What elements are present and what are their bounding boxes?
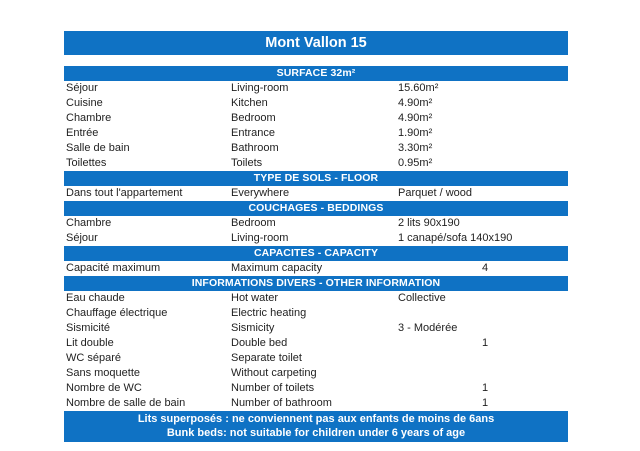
cell-label-fr: Entrée xyxy=(66,127,99,139)
cell-label-fr: Sans moquette xyxy=(66,367,140,379)
cell-label-fr: Cuisine xyxy=(66,97,103,109)
cell-number xyxy=(480,126,568,141)
cell-label-en: Bathroom xyxy=(231,142,279,154)
cell-value: 15.60m² xyxy=(398,82,439,94)
section-header-floor: TYPE DE SOLS - FLOOR xyxy=(64,171,568,186)
cell-label-fr: Eau chaude xyxy=(66,292,125,304)
cell-value: 1 canapé/sofa 140x190 xyxy=(398,232,513,244)
cell-label-en: Electric heating xyxy=(231,307,307,319)
cell-number xyxy=(480,291,568,306)
section-header-surface: SURFACE 32m² xyxy=(64,66,568,81)
cell-number: 1 xyxy=(482,337,489,349)
cell-number xyxy=(480,141,568,156)
cell-label-fr: Salle de bain xyxy=(66,142,130,154)
cell-number xyxy=(480,321,568,336)
cell-value: 1.90m² xyxy=(398,127,433,139)
cell-value: 3 - Modérée xyxy=(398,322,458,334)
cell-number: 1 xyxy=(482,397,489,409)
cell-label-fr: Dans tout l'appartement xyxy=(66,187,183,199)
cell-number xyxy=(480,81,568,96)
cell-label-fr: Capacité maximum xyxy=(66,262,161,274)
cell-number xyxy=(480,156,568,171)
table-row xyxy=(64,336,568,351)
cell-number xyxy=(480,306,568,321)
cell-label-en: Separate toilet xyxy=(231,352,302,364)
table-row xyxy=(64,321,568,336)
cell-value xyxy=(398,381,480,396)
cell-value: Collective xyxy=(398,292,446,304)
cell-label-en: Maximum capacity xyxy=(231,262,323,274)
table-row xyxy=(64,261,568,276)
cell-label-en: Everywhere xyxy=(231,187,290,199)
table-row xyxy=(64,306,568,321)
cell-label-en: Number of bathroom xyxy=(231,397,332,409)
table-row xyxy=(64,81,568,96)
cell-label-fr: Séjour xyxy=(66,232,98,244)
cell-label-fr: Chauffage électrique xyxy=(66,307,168,319)
section-header-beddings: COUCHAGES - BEDDINGS xyxy=(64,201,568,216)
cell-label-en: Bedroom xyxy=(231,112,276,124)
cell-number xyxy=(480,96,568,111)
page-title: Mont Vallon 15 xyxy=(265,35,367,51)
cell-number: 1 xyxy=(482,382,489,394)
title-bar xyxy=(64,31,568,55)
cell-number xyxy=(480,111,568,126)
cell-value xyxy=(398,261,480,276)
cell-value: Parquet / wood xyxy=(398,187,472,199)
cell-label-en: Toilets xyxy=(231,157,263,169)
cell-value: 0.95m² xyxy=(398,157,433,169)
table-row xyxy=(64,96,568,111)
table-row xyxy=(64,186,568,201)
cell-value: 3.30m² xyxy=(398,142,433,154)
footer-note xyxy=(64,411,568,442)
cell-label-en: Number of toilets xyxy=(231,382,315,394)
table-row xyxy=(64,111,568,126)
cell-number xyxy=(480,216,568,231)
cell-label-en: Double bed xyxy=(231,337,288,349)
cell-number: 4 xyxy=(482,262,489,274)
property-info-sheet xyxy=(64,31,568,442)
cell-label-en: Kitchen xyxy=(231,97,268,109)
cell-label-en: Without carpeting xyxy=(231,367,317,379)
table-row xyxy=(64,216,568,231)
cell-label-en: Bedroom xyxy=(231,217,276,229)
cell-label-fr: Chambre xyxy=(66,217,112,229)
cell-value xyxy=(398,306,480,321)
cell-label-en: Sismicity xyxy=(231,322,275,334)
cell-label-fr: WC séparé xyxy=(66,352,122,364)
table-row xyxy=(64,396,568,411)
cell-number xyxy=(480,351,568,366)
cell-value xyxy=(398,351,480,366)
cell-label-fr: Toilettes xyxy=(66,157,107,169)
cell-value: 2 lits 90x190 xyxy=(398,217,460,229)
cell-label-fr: Chambre xyxy=(66,112,112,124)
cell-value xyxy=(398,396,480,411)
table-row xyxy=(64,291,568,306)
cell-label-fr: Séjour xyxy=(66,82,98,94)
cell-value xyxy=(398,366,480,381)
cell-value: 4.90m² xyxy=(398,112,433,124)
cell-label-fr: Sismicité xyxy=(66,322,111,334)
table-row xyxy=(64,126,568,141)
cell-label-fr: Nombre de salle de bain xyxy=(66,397,186,409)
cell-number xyxy=(480,186,568,201)
table-row xyxy=(64,381,568,396)
table-row xyxy=(64,141,568,156)
section-header-capacity: CAPACITES - CAPACITY xyxy=(64,246,568,261)
cell-label-en: Living-room xyxy=(231,232,289,244)
cell-label-en: Entrance xyxy=(231,127,276,139)
section-header-other-information: INFORMATIONS DIVERS - OTHER INFORMATION xyxy=(64,276,568,291)
cell-value xyxy=(398,336,480,351)
footer-line-en: Bunk beds: not suitable for children under 6 years of age xyxy=(166,427,466,439)
cell-number xyxy=(480,231,568,246)
cell-label-en: Living-room xyxy=(231,82,289,94)
table-row xyxy=(64,351,568,366)
footer-line-fr: Lits superposés : ne conviennent pas aux enfants de moins de 6ans xyxy=(137,413,495,425)
cell-label-fr: Nombre de WC xyxy=(66,382,142,394)
sections-container xyxy=(64,66,568,411)
cell-label-en: Hot water xyxy=(231,292,279,304)
table-row xyxy=(64,366,568,381)
cell-value: 4.90m² xyxy=(398,97,433,109)
cell-number xyxy=(480,366,568,381)
cell-label-fr: Lit double xyxy=(66,337,114,349)
table-row xyxy=(64,156,568,171)
table-row xyxy=(64,231,568,246)
